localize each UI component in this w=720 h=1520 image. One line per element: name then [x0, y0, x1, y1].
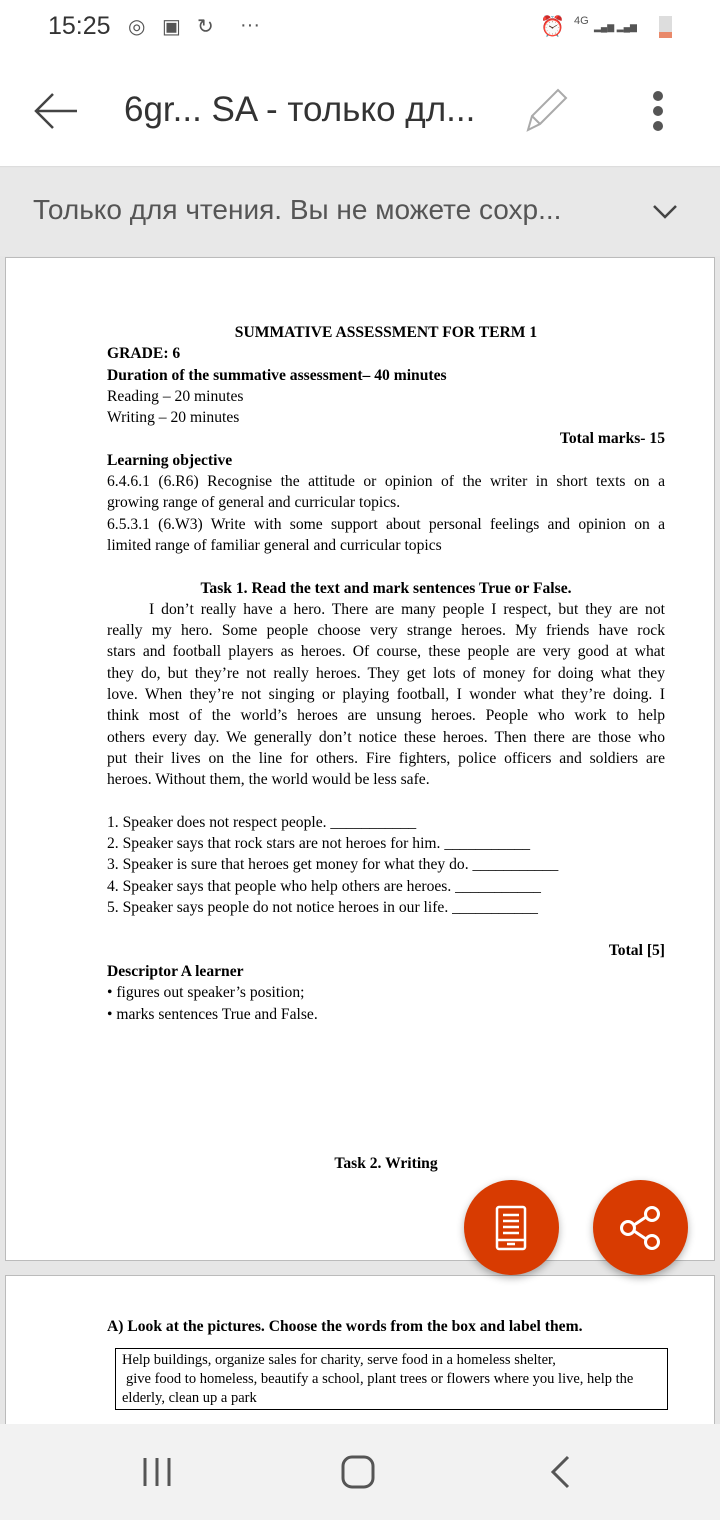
lo-line: growing range of general and curricular topics.: [107, 494, 401, 512]
more-notifications-icon: ···: [240, 14, 260, 36]
descriptor: • figures out speaker’s position;: [107, 984, 305, 1002]
clock: 15:25: [48, 12, 111, 40]
app-bar: [0, 56, 720, 167]
descriptor: • marks sentences True and False.: [107, 1005, 318, 1023]
paragraph-line: they do, but they’re not really heroes. They get lots of money for doing what they: [107, 664, 665, 682]
duration: Duration of the summative assessment– 40 minutes: [107, 366, 447, 384]
statement: 5. Speaker says people do not notice heroes in our life. ___________: [107, 899, 538, 917]
sync-icon: ↻: [197, 16, 214, 38]
task2-heading: Task 2. Writing: [334, 1154, 438, 1172]
document-page-1: [5, 257, 715, 1261]
writing-time: Writing – 20 minutes: [107, 409, 240, 427]
descriptor-heading: Descriptor A learner: [107, 962, 244, 980]
paragraph-line: stars and football players as heroes. Of course, these people are very good at what: [107, 643, 665, 661]
gallery-icon: ▣: [162, 16, 181, 38]
paragraph-line: really my hero. Some people choose very strange heroes. My friends have rock: [107, 622, 665, 640]
paragraph-line: love. When they’re not singing or playing football, I wonder what they’re doing. I: [107, 686, 665, 704]
paragraph-line: put their lives on the line for others. Fire fighters, police officers and soldiers are: [107, 749, 665, 767]
reading-view-button[interactable]: [464, 1180, 559, 1275]
network-type: 4G: [574, 15, 589, 27]
task1-heading: Task 1. Read the text and mark sentences True or False.: [200, 579, 572, 597]
task1-total: Total [5]: [608, 941, 665, 959]
alarm-icon: ⏰: [540, 16, 565, 38]
status-bar: [0, 0, 720, 56]
back-nav-icon[interactable]: [548, 1454, 572, 1490]
learning-objective-heading: Learning objective: [107, 451, 233, 469]
more-options-icon[interactable]: [648, 90, 668, 134]
recent-apps-icon[interactable]: [141, 1456, 173, 1488]
signal-icon: ▂▄▆ ▂▄▆: [594, 22, 637, 32]
paragraph-line: think most of the world’s heroes are unsung heroes. People who work to help: [107, 707, 665, 725]
grade: GRADE: 6: [107, 345, 181, 363]
chevron-down-icon[interactable]: [652, 204, 678, 220]
word-box: [115, 1348, 668, 1410]
edit-pencil-icon[interactable]: [520, 86, 570, 136]
statement: 1. Speaker does not respect people. ___________: [107, 813, 417, 831]
word-box-line: give food to homeless, beautify a school, plant trees or flowers where you live, help the: [126, 1371, 634, 1387]
instagram-icon: ◎: [128, 16, 146, 38]
document-title: 6gr... SA - только дл...: [124, 90, 476, 129]
mobile-view-icon: [495, 1205, 527, 1251]
paragraph-line: I don’t really have a hero. There are many people I respect, but they are not: [149, 600, 665, 618]
read-only-message: Только для чтения. Вы не можете сохр...: [33, 194, 562, 225]
share-button[interactable]: [593, 1180, 688, 1275]
statement: 2. Speaker says that rock stars are not heroes for him. ___________: [107, 835, 531, 853]
total-marks: Total marks- 15: [559, 430, 665, 448]
share-icon: [618, 1205, 664, 1251]
system-nav-bar: [0, 1424, 720, 1520]
paragraph-line: others every day. We generally don’t notice these heroes. Then there are those who: [107, 728, 665, 746]
back-arrow-icon[interactable]: [33, 91, 79, 131]
statement: 4. Speaker says that people who help others are heroes. ___________: [107, 877, 541, 895]
battery-icon: [659, 16, 672, 38]
doc-title: SUMMATIVE ASSESSMENT FOR TERM 1: [234, 324, 538, 341]
paragraph-line: heroes. Without them, the world would be less safe.: [107, 771, 430, 789]
task2a-instruction: A) Look at the pictures. Choose the words from the box and label them.: [107, 1318, 583, 1335]
word-box-line: Help buildings, organize sales for charity, serve food in a homeless shelter,: [122, 1352, 556, 1368]
lo-line: 6.4.6.1 (6.R6) Recognise the attitude or opinion of the writer in short texts on a: [107, 473, 665, 491]
lo-line: 6.5.3.1 (6.W3) Write with some support about personal feelings and opinion on a: [107, 515, 665, 533]
statement: 3. Speaker is sure that heroes get money for what they do. ___________: [107, 856, 559, 874]
read-only-banner[interactable]: [0, 168, 720, 256]
reading-time: Reading – 20 minutes: [107, 387, 244, 405]
word-box-line: elderly, clean up a park: [122, 1390, 257, 1406]
lo-line: limited range of familiar general and curricular topics: [107, 536, 442, 554]
home-icon[interactable]: [340, 1454, 376, 1490]
